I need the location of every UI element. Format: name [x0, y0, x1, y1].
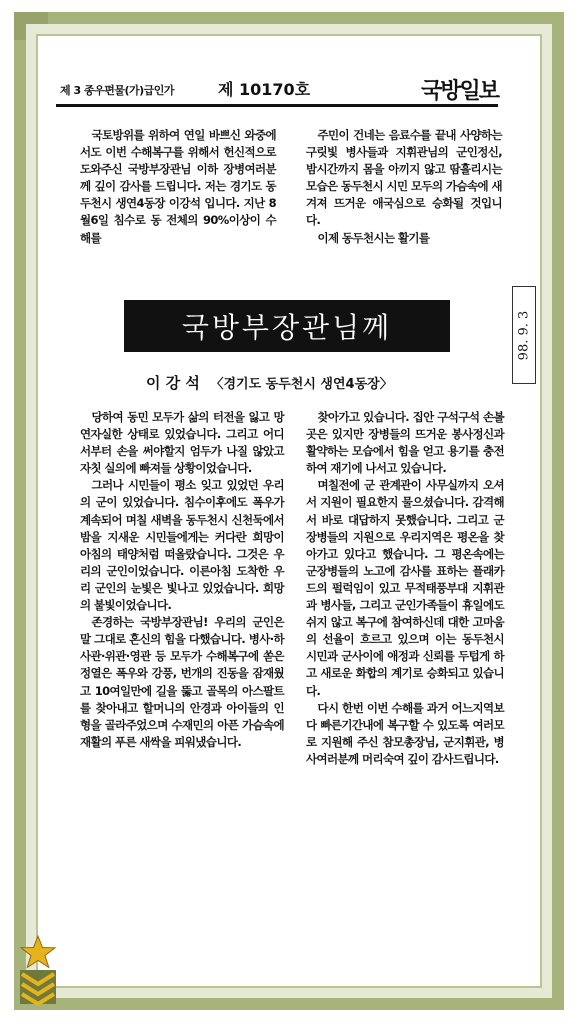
article-headline: 국방부장관님께 — [181, 311, 393, 344]
article-column-4 — [306, 409, 504, 768]
author-affiliation: 〈경기도 동두천시 생연4동장〉 — [210, 377, 393, 392]
paragraph: 존경하는 국방부장관님! 우리의 군인은 말 그대로 혼신의 힘을 다했습니다. 병사·하사관·위관·영관 등 모두가 수해복구에 쏟은 정열은 폭우와 강풍, 번개의 진동을 잠재웠고 10여일만에 길을 뚫고 골목의 아스팔트를 찾아내고 할머니의 안경과 아이들의 인형을 골라주었으며 수재민의 아픈 가슴속에 재활의 푸른 새싹을 피워냈습니다. — [80, 615, 284, 749]
paragraph: 이제 동두천시는 활기를 — [317, 230, 430, 245]
headline-banner — [124, 300, 450, 352]
paragraph: 찾아가고 있습니다. 집안 구석구석 손볼 곳은 있지만 장병들의 뜨거운 봉사정신과 활약하는 모습에서 힘을 얻고 용기를 충전하여 재기에 나서고 있습니다. — [306, 410, 504, 476]
article-column-3 — [80, 409, 284, 751]
paragraph: 주민이 건네는 음료수를 끝내 사양하는 구릿빛 병사들과 지휘관님의 군인정신, 밤시간까지 몸을 아끼지 않고 땀흘리시는 모습은 동두천시 시민 모두의 가슴속에 새겨져 뜨거운 애국심으로 승화될 것입니다. — [306, 128, 502, 228]
date-stamp-text: 98. 9. 3 — [516, 310, 532, 360]
sergeant-rank-insignia-icon — [18, 934, 58, 1006]
paragraph: 당하여 동민 모두가 삶의 터전을 잃고 망연자실한 상태로 있었습니다. 그리고 어디서부터 손을 써야할지 엄두가 나질 않았고 자칫 실의에 빠져들 상황이었습니다. — [80, 410, 284, 476]
paragraph: 며칠전에 군 관계관이 사무실까지 오셔서 지원이 필요한지 물으셨습니다. 감격해서 바로 대답하지 못했습니다. 그리고 군장병들의 지원으로 우리지역은 평온을 찾아가고 있다고 했습니다. 그 평온속에는 군장병들의 노고에 감사를 표하는 플래카드의 펄럭임이 있고 무적태풍부대 지휘관과 병사들, 그리고 군인가족들이 휴일에도 쉬지 않고 복구에 참여하신데 대한 고마움의 선율이 흐르고 있으며 이는 동두천시 시민과 군사이에 애정과 신뢰를 두텁게 하고 새로운 화합의 계기로 승화되고 있습니다. — [306, 478, 504, 698]
paragraph: 국토방위를 위하여 연일 바쁘신 와중에서도 이번 수해복구를 위해서 헌신적으로 도와주신 국방부장관님 이하 장병여러분께 깊이 감사를 드립니다. 저는 경기도 동두천시 생연4동장 이강석 입니다. 지난 8월6일 침수로 동 전체의 90%이상이 수해를 — [80, 128, 276, 245]
paragraph: 그러나 시민들이 평소 잊고 있었던 우리의 군이 있었습니다. 침수이후에도 폭우가 계속되어 며칠 새벽을 동두천시 신천둑에서 밤을 지새운 시민들에게는 커다란 희망이 아침의 태양처럼 떠올랐습니다. 그것은 우리의 군인이었습니다. 이른아침 도착한 우리 군인의 눈빛은 빛나고 있었습니다. 희망의 불빛이었습니다. — [80, 478, 284, 613]
issue-number: 제 10170호 — [218, 80, 311, 99]
author-name: 이 강 석 — [146, 374, 200, 392]
article-column-1 — [80, 127, 276, 247]
date-stamp — [512, 286, 536, 384]
star-icon — [21, 936, 55, 968]
newspaper-logo: 국방일보 — [420, 78, 498, 104]
article-column-2 — [306, 127, 502, 247]
paragraph: 다시 한번 이번 수해를 과거 어느지역보다 빠른기간내에 복구할 수 있도록 여러모로 지원해 주신 참모총장님, 군지휘관, 병사여러분께 머리숙여 깊이 감사드립니다. — [306, 700, 504, 766]
newspaper-masthead — [56, 74, 498, 107]
byline — [146, 372, 393, 393]
postal-registration: 제 3 종우편물(가)급인가 — [60, 84, 175, 97]
